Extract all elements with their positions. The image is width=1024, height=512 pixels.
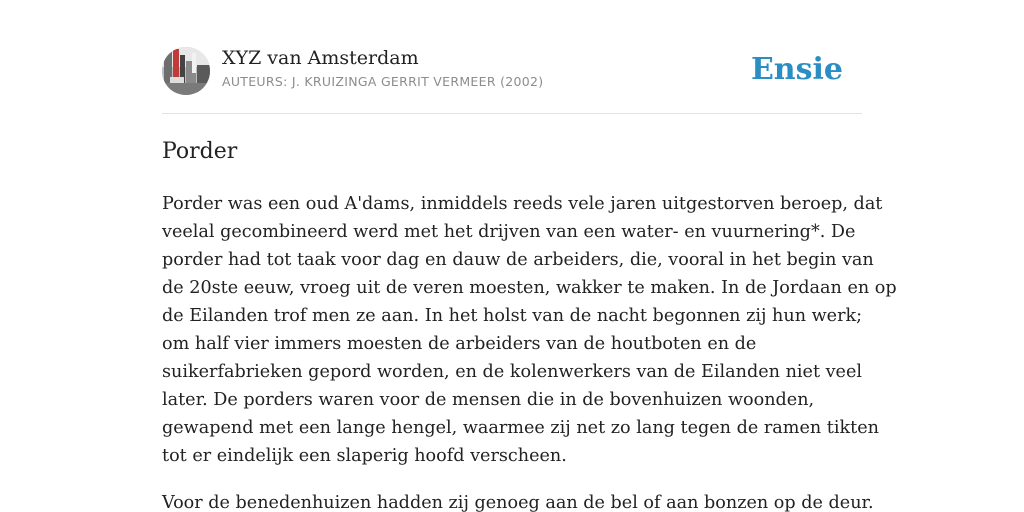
- paragraph-line: Voor de benedenhuizen hadden zij genoeg aan de bel of aan bonzen op de deur.: [162, 493, 874, 512]
- book-cover-image: [162, 47, 210, 95]
- header-divider: [162, 113, 862, 114]
- entry-body: [162, 190, 897, 512]
- book-header: [162, 46, 862, 98]
- paragraph-line: tot er eindelijk een slaperig hoofd verscheen.: [162, 446, 567, 466]
- ensie-logo[interactable]: Ensie: [750, 52, 843, 87]
- entry-title: Porder: [162, 139, 238, 164]
- paragraph-line: gewapend met een lange hengel, waarmee zij net zo lang tegen de ramen tikten: [162, 418, 879, 438]
- entry-paragraph-2: [162, 489, 874, 512]
- book-title-link[interactable]: XYZ van Amsterdam: [222, 47, 419, 69]
- paragraph-line: de 20ste eeuw, vroeg uit de veren moesten, wakker te maken. In de Jordaan en op: [162, 278, 897, 298]
- paragraph-line: de Eilanden trof men ze aan. In het holst van de nacht begonnen zij hun werk;: [162, 306, 863, 326]
- entry-paragraph-1: [162, 190, 897, 470]
- paragraph-line: veelal gecombineerd werd met het drijven van een water- en vuurnering*. De: [162, 222, 856, 242]
- book-authors: AUTEURS: J. KRUIZINGA GERRIT VERMEER (2002): [222, 74, 544, 89]
- paragraph-line: later. De porders waren voor de mensen die in de bovenhuizen woonden,: [162, 390, 815, 410]
- paragraph-line: suikerfabrieken gepord worden, en de kolenwerkers van de Eilanden niet veel: [162, 362, 862, 382]
- paragraph-line: Porder was een oud A'dams, inmiddels reeds vele jaren uitgestorven beroep, dat: [162, 194, 883, 214]
- paragraph-line: porder had tot taak voor dag en dauw de arbeiders, die, vooral in het begin van: [162, 250, 874, 270]
- book-cover-avatar[interactable]: [162, 47, 210, 95]
- paragraph-line: om half vier immers moesten de arbeiders van de houtboten en de: [162, 334, 757, 354]
